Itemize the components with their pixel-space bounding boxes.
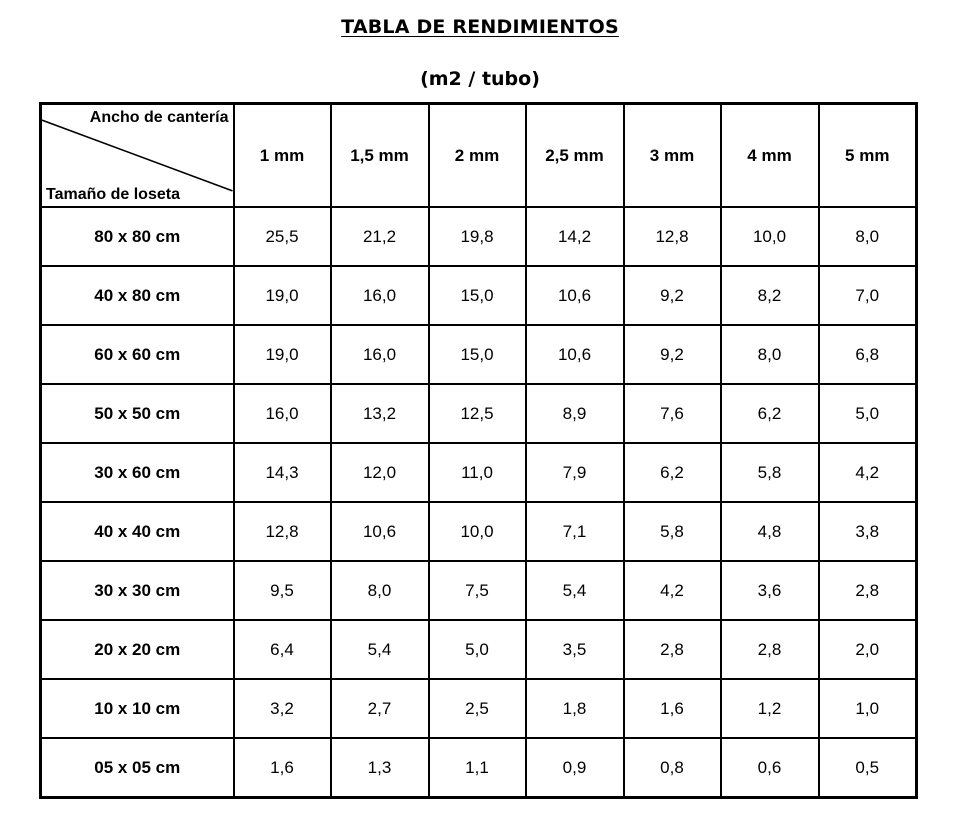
- table-cell: 16,0: [234, 384, 331, 443]
- table-cell: 10,0: [429, 502, 526, 561]
- table-row: [41, 325, 917, 384]
- column-header: 2,5 mm: [526, 104, 624, 208]
- table-cell: 4,2: [819, 443, 917, 502]
- table-cell: 12,8: [234, 502, 331, 561]
- table-cell: 4,2: [624, 561, 721, 620]
- corner-column-label: Ancho de cantería: [89, 109, 229, 126]
- table-cell: 19,0: [234, 325, 331, 384]
- table-cell: 5,0: [819, 384, 917, 443]
- table-cell: 8,0: [819, 207, 917, 266]
- table-cell: 10,0: [721, 207, 819, 266]
- table-cell: 0,9: [526, 738, 624, 798]
- table-row: [41, 502, 917, 561]
- table-cell: 6,2: [721, 384, 819, 443]
- table-cell: 1,3: [331, 738, 429, 798]
- table-row: [41, 620, 917, 679]
- table-cell: 6,8: [819, 325, 917, 384]
- table-cell: 16,0: [331, 325, 429, 384]
- row-label: 80 x 80 cm: [41, 207, 234, 266]
- table-row: [41, 207, 917, 266]
- column-header: 1,5 mm: [331, 104, 429, 208]
- table-cell: 10,6: [526, 266, 624, 325]
- table-cell: 1,0: [819, 679, 917, 738]
- table-cell: 8,9: [526, 384, 624, 443]
- table-cell: 9,2: [624, 325, 721, 384]
- table-row: [41, 384, 917, 443]
- table-cell: 19,8: [429, 207, 526, 266]
- table-cell: 11,0: [429, 443, 526, 502]
- row-label: 60 x 60 cm: [41, 325, 234, 384]
- table-cell: 9,5: [234, 561, 331, 620]
- table-cell: 15,0: [429, 266, 526, 325]
- table-cell: 7,1: [526, 502, 624, 561]
- table-cell: 3,6: [721, 561, 819, 620]
- corner-row-label: Tamaño de loseta: [46, 186, 180, 203]
- corner-header: [41, 104, 234, 208]
- page-title: TABLA DE RENDIMIENTOS: [341, 16, 619, 38]
- table-cell: 8,2: [721, 266, 819, 325]
- table-cell: 9,2: [624, 266, 721, 325]
- table-cell: 14,3: [234, 443, 331, 502]
- table-cell: 21,2: [331, 207, 429, 266]
- table-cell: 19,0: [234, 266, 331, 325]
- table-cell: 3,2: [234, 679, 331, 738]
- table-cell: 16,0: [331, 266, 429, 325]
- table-cell: 0,8: [624, 738, 721, 798]
- column-header: 4 mm: [721, 104, 819, 208]
- table-cell: 8,0: [331, 561, 429, 620]
- table-cell: 2,7: [331, 679, 429, 738]
- row-label: 30 x 30 cm: [41, 561, 234, 620]
- table-cell: 2,8: [819, 561, 917, 620]
- table-cell: 10,6: [526, 325, 624, 384]
- row-label: 10 x 10 cm: [41, 679, 234, 738]
- table-cell: 7,0: [819, 266, 917, 325]
- table-cell: 10,6: [331, 502, 429, 561]
- table-row: [41, 679, 917, 738]
- table-cell: 5,0: [429, 620, 526, 679]
- table-cell: 6,4: [234, 620, 331, 679]
- table-cell: 2,8: [624, 620, 721, 679]
- table-cell: 13,2: [331, 384, 429, 443]
- table-cell: 14,2: [526, 207, 624, 266]
- table-cell: 15,0: [429, 325, 526, 384]
- row-label: 40 x 40 cm: [41, 502, 234, 561]
- table-cell: 6,2: [624, 443, 721, 502]
- table-cell: 8,0: [721, 325, 819, 384]
- table-cell: 5,8: [624, 502, 721, 561]
- table-cell: 7,5: [429, 561, 526, 620]
- table-cell: 0,6: [721, 738, 819, 798]
- table-cell: 12,0: [331, 443, 429, 502]
- yield-table: [39, 102, 918, 799]
- table-cell: 12,5: [429, 384, 526, 443]
- table-cell: 2,8: [721, 620, 819, 679]
- row-label: 05 x 05 cm: [41, 738, 234, 798]
- table-cell: 4,8: [721, 502, 819, 561]
- table-cell: 7,6: [624, 384, 721, 443]
- table-cell: 1,1: [429, 738, 526, 798]
- column-header: 5 mm: [819, 104, 917, 208]
- table-row: [41, 266, 917, 325]
- row-label: 50 x 50 cm: [41, 384, 234, 443]
- table-row: [41, 443, 917, 502]
- table-cell: 1,6: [624, 679, 721, 738]
- table-cell: 5,4: [526, 561, 624, 620]
- header-row: [41, 104, 917, 208]
- row-label: 40 x 80 cm: [41, 266, 234, 325]
- table-cell: 0,5: [819, 738, 917, 798]
- table-cell: 3,5: [526, 620, 624, 679]
- table-cell: 1,8: [526, 679, 624, 738]
- table-cell: 12,8: [624, 207, 721, 266]
- column-header: 1 mm: [234, 104, 331, 208]
- row-label: 20 x 20 cm: [41, 620, 234, 679]
- table-cell: 5,4: [331, 620, 429, 679]
- table-row: [41, 738, 917, 798]
- table-row: [41, 561, 917, 620]
- table-cell: 2,5: [429, 679, 526, 738]
- column-header: 2 mm: [429, 104, 526, 208]
- table-cell: 1,6: [234, 738, 331, 798]
- table-cell: 3,8: [819, 502, 917, 561]
- table-cell: 7,9: [526, 443, 624, 502]
- table-cell: 1,2: [721, 679, 819, 738]
- table-body: [41, 207, 917, 798]
- page-subtitle: (m2 / tubo): [420, 68, 540, 90]
- row-label: 30 x 60 cm: [41, 443, 234, 502]
- table-cell: 25,5: [234, 207, 331, 266]
- column-header: 3 mm: [624, 104, 721, 208]
- table-cell: 2,0: [819, 620, 917, 679]
- table-cell: 5,8: [721, 443, 819, 502]
